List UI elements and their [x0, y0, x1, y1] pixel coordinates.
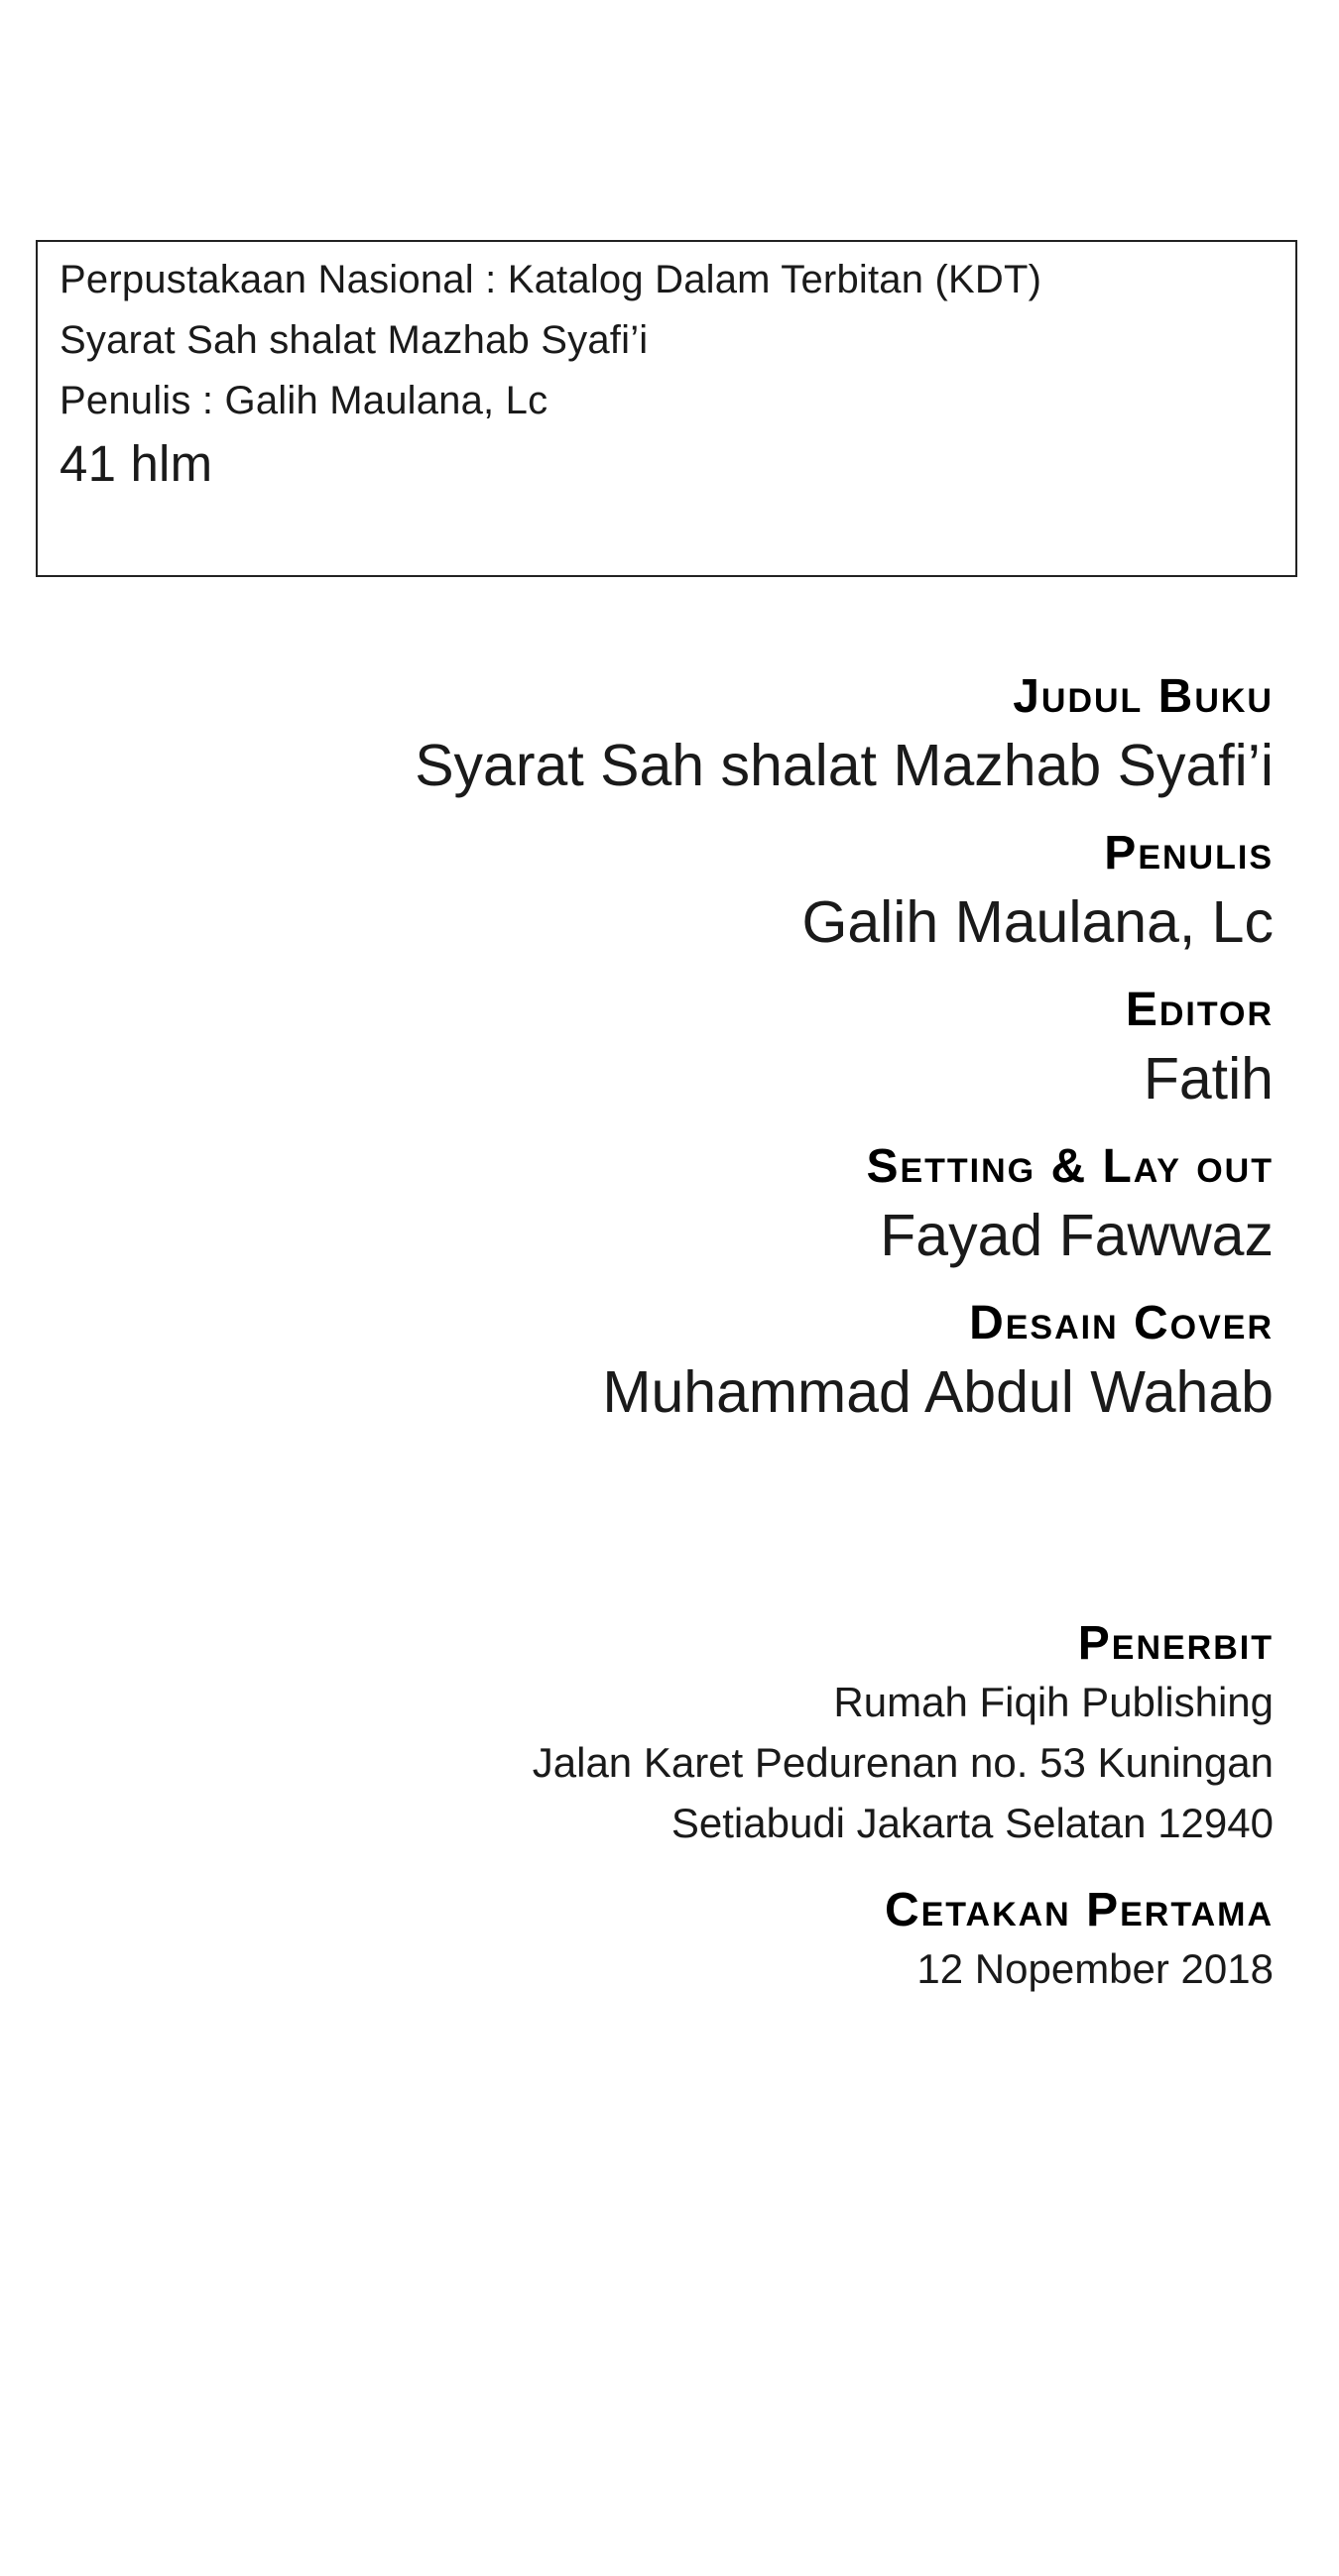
- author-value: Galih Maulana, Lc: [801, 889, 1274, 955]
- cover-design-value: Muhammad Abdul Wahab: [602, 1359, 1274, 1425]
- catalog-heading: Perpustakaan Nasional : Katalog Dalam Terbitan (KDT): [60, 258, 1042, 301]
- layout-label: Setting & Lay out: [866, 1140, 1274, 1193]
- book-title-label: Judul Buku: [1013, 670, 1274, 723]
- catalog-book-title: Syarat Sah shalat Mazhab Syafi’i: [60, 318, 649, 362]
- publisher-label: Penerbit: [1077, 1617, 1274, 1670]
- author-label: Penulis: [1104, 827, 1274, 879]
- publisher-name: Rumah Fiqih Publishing: [833, 1679, 1274, 1725]
- catalog-box: [36, 240, 1297, 577]
- catalog-page-count: 41 hlm: [60, 435, 213, 492]
- spacer: [183, 1853, 1274, 1883]
- book-title-value: Syarat Sah shalat Mazhab Syafi’i: [415, 733, 1274, 798]
- cover-design-label: Desain Cover: [969, 1297, 1274, 1349]
- catalog-author: Penulis : Galih Maulana, Lc: [60, 379, 548, 422]
- edition-label: Cetakan Pertama: [884, 1884, 1274, 1936]
- layout-value: Fayad Fawwaz: [880, 1203, 1274, 1268]
- publisher-address-line-1: Jalan Karet Pedurenan no. 53 Kuningan: [532, 1739, 1274, 1786]
- editor-label: Editor: [1125, 984, 1274, 1036]
- edition-date: 12 Nopember 2018: [916, 1945, 1274, 1992]
- publisher-address-line-2: Setiabudi Jakarta Selatan 12940: [670, 1800, 1274, 1846]
- publisher-section: [183, 1616, 1274, 1999]
- editor-value: Fatih: [1143, 1046, 1274, 1112]
- credits-section: [183, 669, 1274, 1453]
